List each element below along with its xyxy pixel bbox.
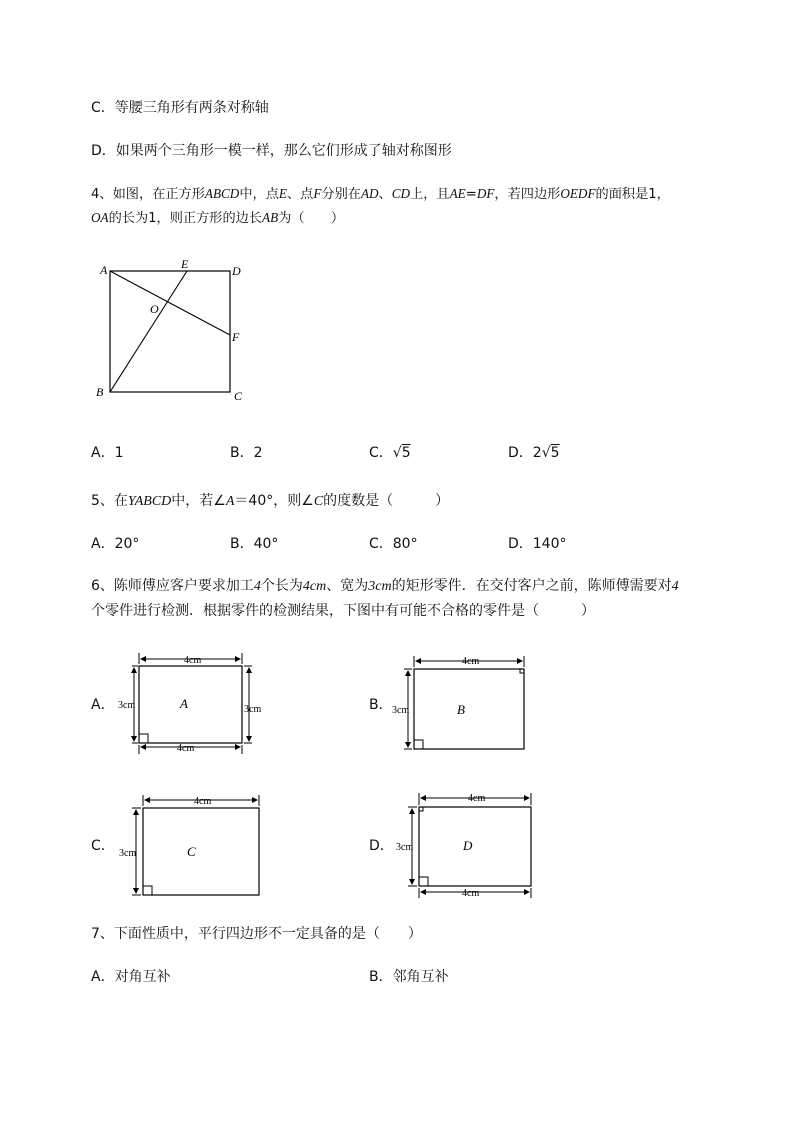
dim-top: 4cm [468, 793, 486, 804]
q5-option-a: A．20° [91, 536, 140, 552]
q6-stem-line1: 6、陈师傅应客户要求加工4个长为4cm、宽为3cm的矩形零件．在交付客户之前，陈师傅需要对4 [91, 578, 679, 594]
q6-figure-a [110, 650, 280, 760]
q6-option-c-label: C． [91, 838, 115, 854]
q4-option-b: B．2 [230, 445, 263, 461]
q3-option-c: C．等腰三角形有两条对称轴 [91, 100, 269, 116]
q5-option-b: B．40° [230, 536, 279, 552]
label-d: D [232, 264, 241, 278]
q6-figure-c [115, 790, 275, 900]
q6-option-a-label: A． [91, 697, 115, 713]
q7-stem: 7、下面性质中，平行四边形不一定具备的是（ ） [91, 926, 422, 942]
dim-bottom: 4cm [177, 743, 195, 754]
q7-option-a: A．对角互补 [91, 969, 171, 985]
q6-figure-b [390, 650, 540, 755]
dim-left: 3cm [119, 848, 137, 859]
dim-top: 4cm [184, 655, 202, 666]
shape-name: A [180, 696, 188, 711]
q4-stem-line2: OA的长为1，则正方形的边长AB为（ ） [91, 210, 345, 226]
shape-name: B [457, 702, 465, 717]
label-a: A [100, 263, 108, 277]
q6-option-b-label: B． [369, 697, 393, 713]
dim-top: 4cm [462, 656, 480, 667]
dim-left: 3cm [392, 705, 410, 716]
q4-option-a: A．1 [91, 445, 124, 461]
label-f: F [232, 330, 240, 344]
q5-option-d: D．140° [508, 536, 567, 552]
shape-name: C [187, 844, 196, 859]
q6-option-d-label: D． [369, 838, 394, 854]
q6-figure-d [392, 788, 542, 900]
q3-option-d: D．如果两个三角形一模一样，那么它们形成了轴对称图形 [91, 143, 452, 159]
q5-stem: 5、在YABCD中，若∠A＝40°，则∠C的度数是（ ） [91, 493, 450, 509]
q4-option-d: D．2√5 [508, 445, 560, 461]
q4-stem-line1: 4、如图，在正方形ABCD中，点E、点F分别在AD、CD上，且AE=DF，若四边形OEDF的面积是1， [91, 186, 670, 202]
dim-left: 3cm [118, 700, 136, 711]
dim-bottom: 4cm [462, 888, 480, 899]
q4-option-c: C．√5 [369, 445, 411, 461]
q5-option-c: C．80° [369, 536, 418, 552]
q7-option-b: B．邻角互补 [369, 969, 449, 985]
label-e: E [181, 257, 189, 271]
dim-left: 3cm [396, 842, 414, 853]
dim-top: 4cm [194, 796, 212, 807]
q6-stem-line2: 个零件进行检测．根据零件的检测结果，下图中有可能不合格的零件是（ ） [91, 603, 595, 619]
shape-name: D [463, 838, 473, 853]
dim-right: 3cm [244, 704, 262, 715]
label-c: C [234, 389, 243, 403]
label-o: O [150, 302, 159, 316]
q4-square-figure [90, 255, 260, 405]
label-b: B [96, 385, 104, 399]
